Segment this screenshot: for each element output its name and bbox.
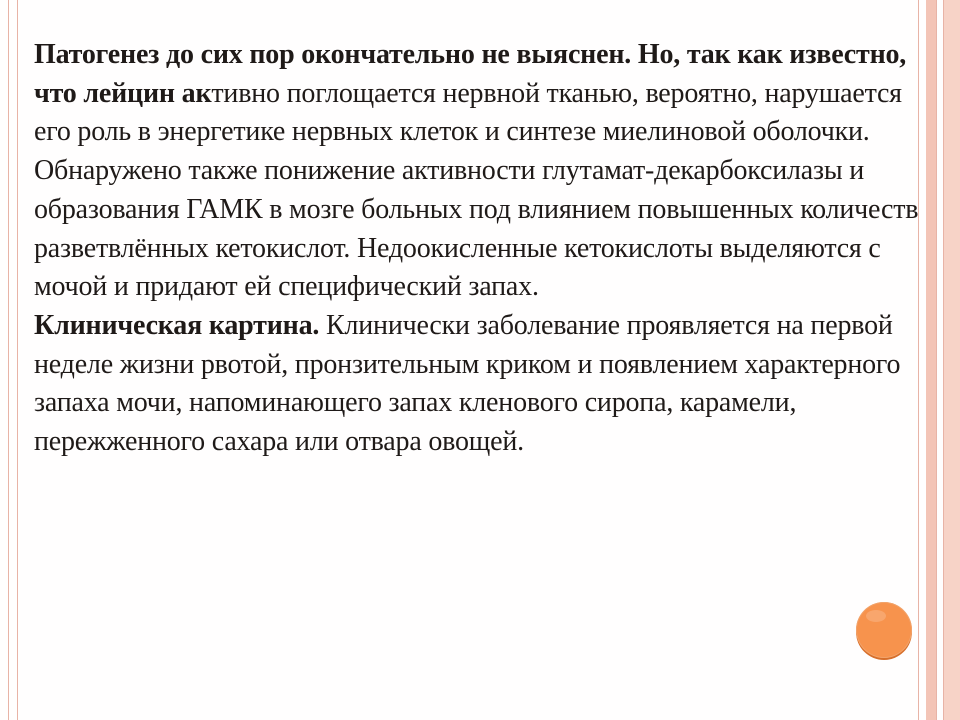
- right-frame-line-2: [936, 0, 944, 720]
- left-decorative-frame: [8, 0, 18, 720]
- clinical-picture-text: Клинически заболевание проявляется на первой неделе жизни рвотой, пронзительным криком и появлением характерного запаха мочи, напоминающего запах кленового сиропа, карамели, пережженного сахара или отвара овощей.: [34, 309, 901, 458]
- slide-text-content: [34, 36, 926, 462]
- clinical-picture-heading: Клиническая картина.: [34, 309, 320, 341]
- pathogenesis-paragraph: [34, 36, 926, 307]
- clinical-picture-paragraph: [34, 307, 926, 462]
- right-frame-band-1: [926, 0, 936, 720]
- right-frame-band-2: [944, 0, 960, 720]
- orange-circle-decoration: [856, 602, 912, 658]
- pathogenesis-text: тивно поглощается нервной тканью, вероятно, нарушается его роль в энергетике нервных клеток и синтезе миелиновой оболочки. Обнаружено также понижение активности глутамат-декарбоксилазы и образования ГАМК в мозге больных под влиянием повышенных количеств разветвлённых кетокислот. Недоокисленные кетокислоты выделяются с мочой и придают ей специфический запах.: [34, 77, 919, 303]
- pathogenesis-bold-intro: Патогенез до сих пор окончательно не выяснен. Но, так как известно, что лейцин ак: [34, 39, 907, 109]
